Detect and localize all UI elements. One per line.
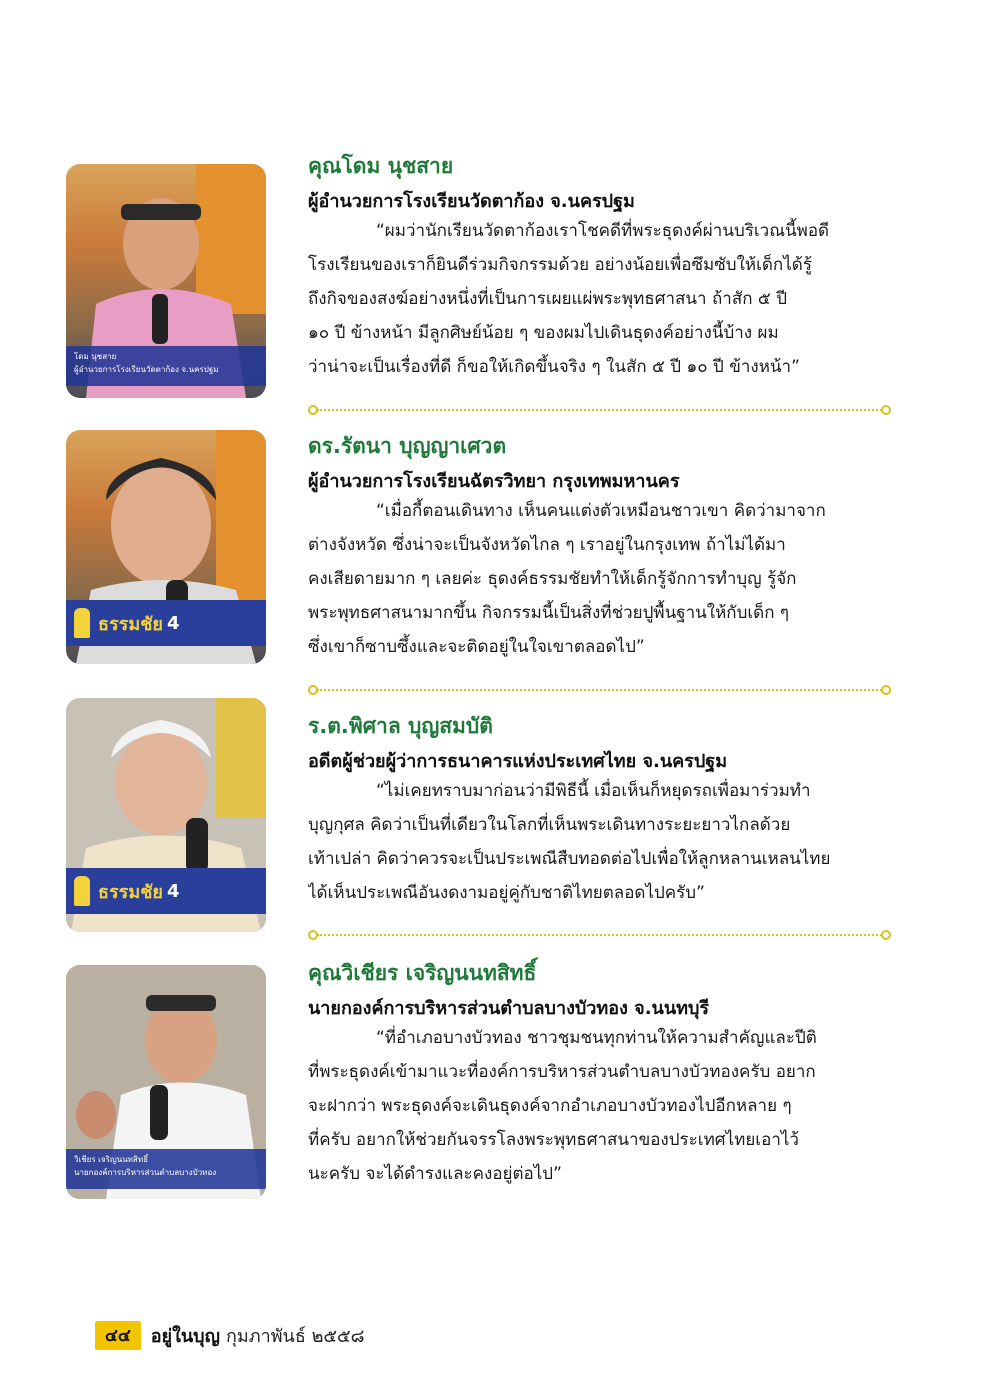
photo-caption: [66, 1149, 266, 1189]
person-title: อดีตผู้ช่วยผู้ว่าการธนาคารแห่งประเทศไทย จ.นครปฐม: [308, 751, 728, 772]
divider-dots: [317, 689, 882, 691]
person-name: ดร.รัตนา บุญญาเศวต: [308, 434, 507, 458]
divider-dots: [317, 409, 882, 411]
person-name: คุณโดม นุชสาย: [308, 154, 454, 178]
dhammachai-logo-icon: [74, 608, 90, 638]
quote-text: [308, 214, 888, 384]
logo-text: ธรรมชัย: [98, 613, 163, 635]
person-title: นายกองค์การบริหารส่วนตำบลบางบัวทอง จ.นนทบุรี: [308, 998, 710, 1019]
photo-caption: [66, 346, 266, 386]
portrait-photo: [66, 965, 266, 1199]
quote-line: ได้เห็นประเพณีอันงดงามอยู่คู่กับชาติไทยตลอดไปครับ”: [308, 883, 705, 903]
person-title: ผู้อำนวยการโรงเรียนฉัตรวิทยา กรุงเทพมหานคร: [308, 471, 680, 492]
quote-line: ที่พระธุดงค์เข้ามาแวะที่องค์การบริหารส่วนตำบลบางบัวทองครับ อยาก: [308, 1062, 816, 1082]
portrait-photo: [66, 430, 266, 664]
logo-number: 4: [166, 612, 180, 634]
quote-line: “ไม่เคยทราบมาก่อนว่ามีพิธีนี้ เมื่อเห็นก็หยุดรถเพื่อมาร่วมทำ: [376, 781, 811, 801]
quote-line: “ผมว่านักเรียนวัดตาก้องเราโชคดีที่พระธุดงค์ผ่านบริเวณนี้พอดี: [376, 221, 830, 241]
quote-line: ที่ครับ อยากให้ช่วยกันจรรโลงพระพุทธศาสนาของประเทศไทยเอาไว้: [308, 1130, 799, 1150]
person-name: คุณวิเชียร เจริญนนทสิทธิ์: [308, 961, 537, 985]
photo-caption-name: วิเชียร เจริญนนทสิทธิ์: [74, 1155, 148, 1164]
quote-line: ต่างจังหวัด ซึ่งน่าจะเป็นจังหวัดไกล ๆ เราอยู่ในกรุงเทพ ถ้าไม่ได้มา: [308, 535, 786, 555]
dotted-divider: [308, 930, 891, 940]
page-number: ๔๔: [95, 1321, 141, 1350]
page-footer: [95, 1322, 365, 1348]
photo-caption-name: โดม นุชสาย: [74, 352, 117, 361]
quote-line: เท้าเปล่า คิดว่าควรจะเป็นประเพณีสืบทอดต่อไปเพื่อให้ลูกหลานเหลนไทย: [308, 849, 831, 869]
quote-line: “ที่อำเภอบางบัวทอง ชาวชุมชนทุกท่านให้ความสำคัญและปีติ: [376, 1028, 817, 1048]
person-title: ผู้อำนวยการโรงเรียนวัดตาก้อง จ.นครปฐม: [308, 191, 635, 212]
quote-text: [308, 494, 888, 664]
photo-caption-title: นายกองค์การบริหารส่วนตำบลบางบัวทอง: [74, 1168, 217, 1177]
dhammachai-logo-icon: [74, 876, 90, 906]
quote-line: ว่าน่าจะเป็นเรื่องที่ดี ก็ขอให้เกิดขึ้นจริง ๆ ในสัก ๕ ปี ๑๐ ปี ข้างหน้า”: [308, 357, 800, 377]
quote-line: บุญกุศล คิดว่าเป็นที่เดียวในโลกที่เห็นพระเดินทางระยะยาวไกลด้วย: [308, 815, 791, 835]
event-logo: [66, 600, 266, 646]
quote-text: [308, 1021, 888, 1191]
person-name: ร.ต.พิศาล บุญสมบัติ: [308, 714, 493, 738]
quote-line: ๑๐ ปี ข้างหน้า มีลูกศิษย์น้อย ๆ ของผมไปเดินธุดงค์อย่างนี้บ้าง ผม: [308, 323, 779, 343]
publication-name: อยู่ในบุญ: [150, 1325, 220, 1347]
divider-ring-icon: [881, 685, 891, 695]
quote-line: คงเสียดายมาก ๆ เลยค่ะ ธุดงค์ธรรมชัยทำให้เด็กรู้จักการทำบุญ รู้จัก: [308, 569, 797, 589]
divider-dots: [317, 934, 882, 936]
logo-number: 4: [166, 880, 180, 902]
event-logo: [66, 868, 266, 914]
photo-caption-title: ผู้อำนวยการโรงเรียนวัดตาก้อง จ.นครปฐม: [74, 365, 219, 374]
dotted-divider: [308, 685, 891, 695]
issue-date: กุมภาพันธ์ ๒๕๕๘: [225, 1325, 365, 1347]
portrait-photo: [66, 698, 266, 932]
quote-line: ถึงกิจของสงฆ์อย่างหนึ่งที่เป็นการเผยแผ่พระพุทธศาสนา ถ้าสัก ๕ ปี: [308, 289, 787, 309]
quote-line: จะฝากว่า พระธุดงค์จะเดินธุดงค์จากอำเภอบางบัวทองไปอีกหลาย ๆ: [308, 1096, 792, 1116]
quote-text: [308, 774, 888, 910]
divider-ring-icon: [881, 405, 891, 415]
dotted-divider: [308, 405, 891, 415]
quote-line: “เมื่อกี้ตอนเดินทาง เห็นคนแต่งตัวเหมือนชาวเขา คิดว่ามาจาก: [376, 501, 826, 521]
quote-line: ซึ่งเขาก็ซาบซึ้งและจะติดอยู่ในใจเขาตลอดไป”: [308, 637, 645, 657]
quote-line: โรงเรียนของเราก็ยินดีร่วมกิจกรรมด้วย อย่างน้อยเพื่อซึมซับให้เด็กได้รู้: [308, 255, 812, 275]
logo-text: ธรรมชัย: [98, 881, 163, 903]
quote-line: นะครับ จะได้ดำรงและคงอยู่ต่อไป”: [308, 1164, 562, 1184]
divider-ring-icon: [881, 930, 891, 940]
quote-line: พระพุทธศาสนามากขึ้น กิจกรรมนี้เป็นสิ่งที่ช่วยปูพื้นฐานให้กับเด็ก ๆ: [308, 603, 790, 623]
portrait-photo: [66, 164, 266, 398]
